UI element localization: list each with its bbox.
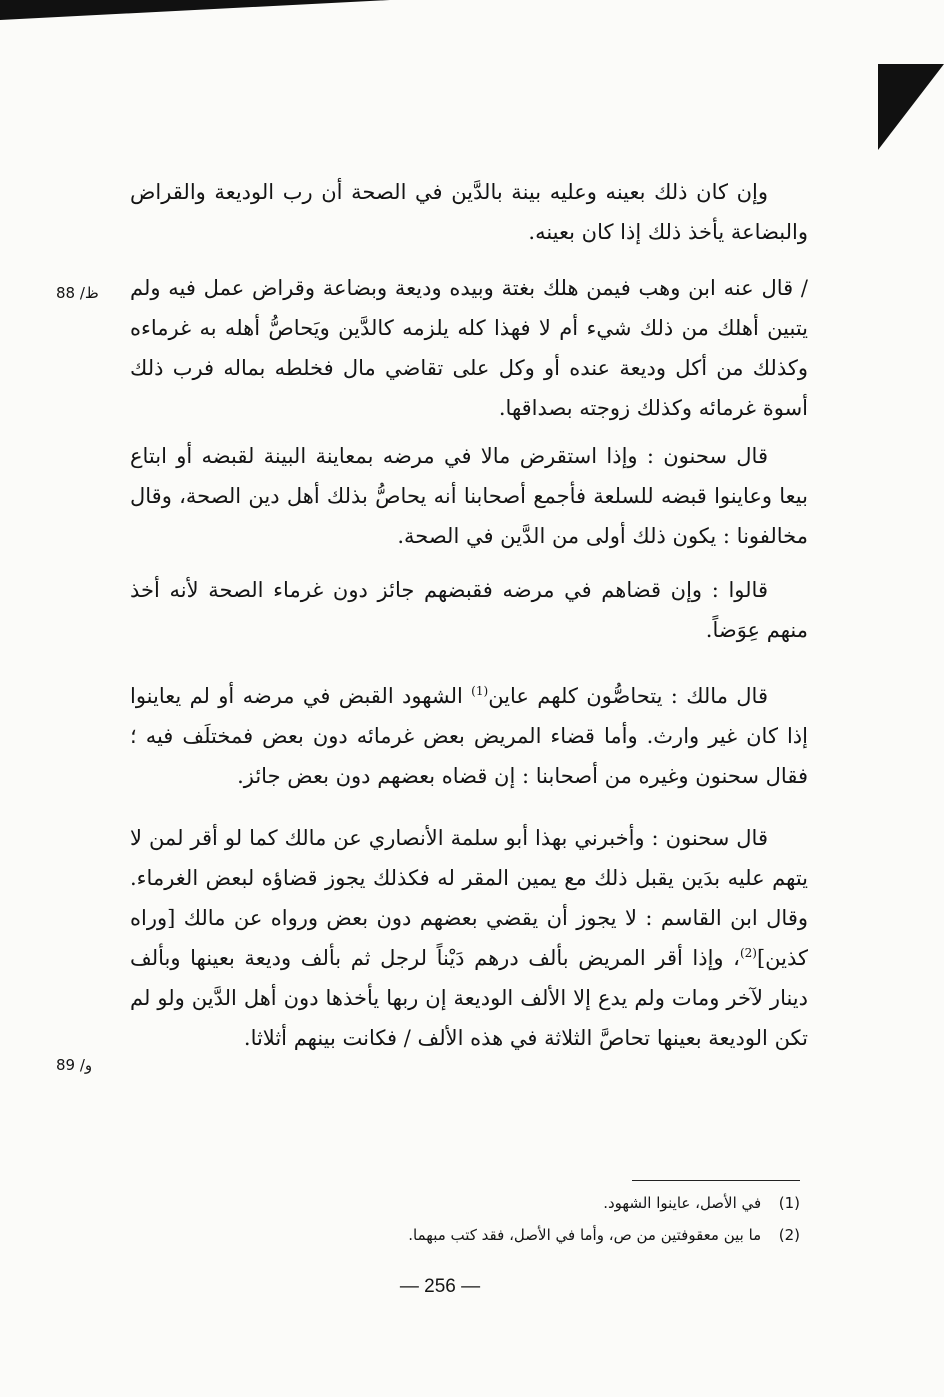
paragraph-text: / قال عنه ابن وهب فيمن هلك بغتة وبيده وديعة وبضاعة وقراض عمل فيه ولم يتبين أهلك من ذلك شيء أم لا فهذا كله يلزمه كالدَّين ويَحاصُّ أهله به غرماءه وكذلك من أكل وديعة عنده أو وكل على تقاضي مال فخلطه بماله فرب ذلك أسوة غرمائه وكذلك زوجته بصداقها. [130,276,808,420]
footnote-number: (1) [778,1194,800,1212]
paragraph-3 [130,436,808,556]
paragraph-1 [130,172,808,252]
footnote-number: (2) [778,1226,800,1244]
paragraph-4 [130,570,808,650]
scan-edge-top-left [0,0,390,20]
footnote-2 [300,1222,800,1248]
footnote-ref-2: (2) [739,946,757,960]
paragraph-text-start: قال سحنون : وأخبرني بهذا أبو سلمة الأنصاري عن مالك كما لو أقر لمن لا يتهم عليه بدَين يقبل ذلك مع يمين المقر له فكذلك يجوز قضاؤه لبعض الغرماء. وقال ابن القاسم : لا يجوز أن يقضي بعضهم دون بعض ورواه عن مالك [وراه كذين] [130,826,808,970]
footnote-text: في الأصل، عاينوا الشهود. [603,1194,762,1212]
paragraph-5 [130,676,808,796]
paragraph-text-end: الشهود القبض في مرضه أو لم يعاينوا إذا كان غير وارث. وأما قضاء المريض بعض غرمائه دون بعض فمختلَف فيه ؛ فقال سحنون وغيره من أصحابنا : إن قضاه بعضهم دون بعض جائز. [130,684,808,788]
paragraph-text [130,676,808,796]
footnote-ref-1: (1) [471,684,489,698]
paragraph-text [130,818,808,1058]
paragraph-6 [130,818,808,1058]
footnote-divider [632,1180,800,1181]
scan-edge-top-right [878,64,944,150]
margin-folio-89: 89 /و [56,1056,93,1074]
paragraph-text: قال سحنون : وإذا استقرض مالا في مرضه بمعاينة البينة لقبضه أو ابتاع بيعا وعاينوا قبضه للسلعة فأجمع أصحابنا أنه يحاصُّ بذلك أهل دين الصحة، وقال مخالفونا : يكون ذلك أولى من الدَّين في الصحة. [130,444,808,548]
paragraph-text-start: قال مالك : يتحاصُّون كلهم عاين [488,684,768,708]
footnote-text: ما بين معقوفتين من ص، وأما في الأصل، فقد كتب مبهما. [408,1226,762,1244]
paragraph-text: قالوا : وإن قضاهم في مرضه فقبضهم جائز دون غرماء الصحة لأنه أخذ منهم عِوَضاً. [130,578,808,642]
paragraph-text: وإن كان ذلك بعينه وعليه بينة بالدَّين في الصحة أن رب الوديعة والقراض والبضاعة يأخذ ذلك إذا كان بعينه. [130,180,808,244]
footnote-1 [300,1190,800,1216]
paragraph-2 [130,268,808,428]
margin-folio-88: 88 /ظ [56,284,99,302]
paragraph-text-end: ، وإذا أقر المريض بألف درهم دَيْناً لرجل ثم بألف وديعة بعينها وبألف دينار لآخر ومات ولم يدع إلا الألف الوديعة إن ربها يأخذها دون أهل الدَّين ولو لم تكن الوديعة بعينها تحاصَّ الثلاثة في هذه الألف / فكانت بينهم أثلاثا. [130,946,808,1050]
page-number: — 256 — [399,1276,481,1297]
